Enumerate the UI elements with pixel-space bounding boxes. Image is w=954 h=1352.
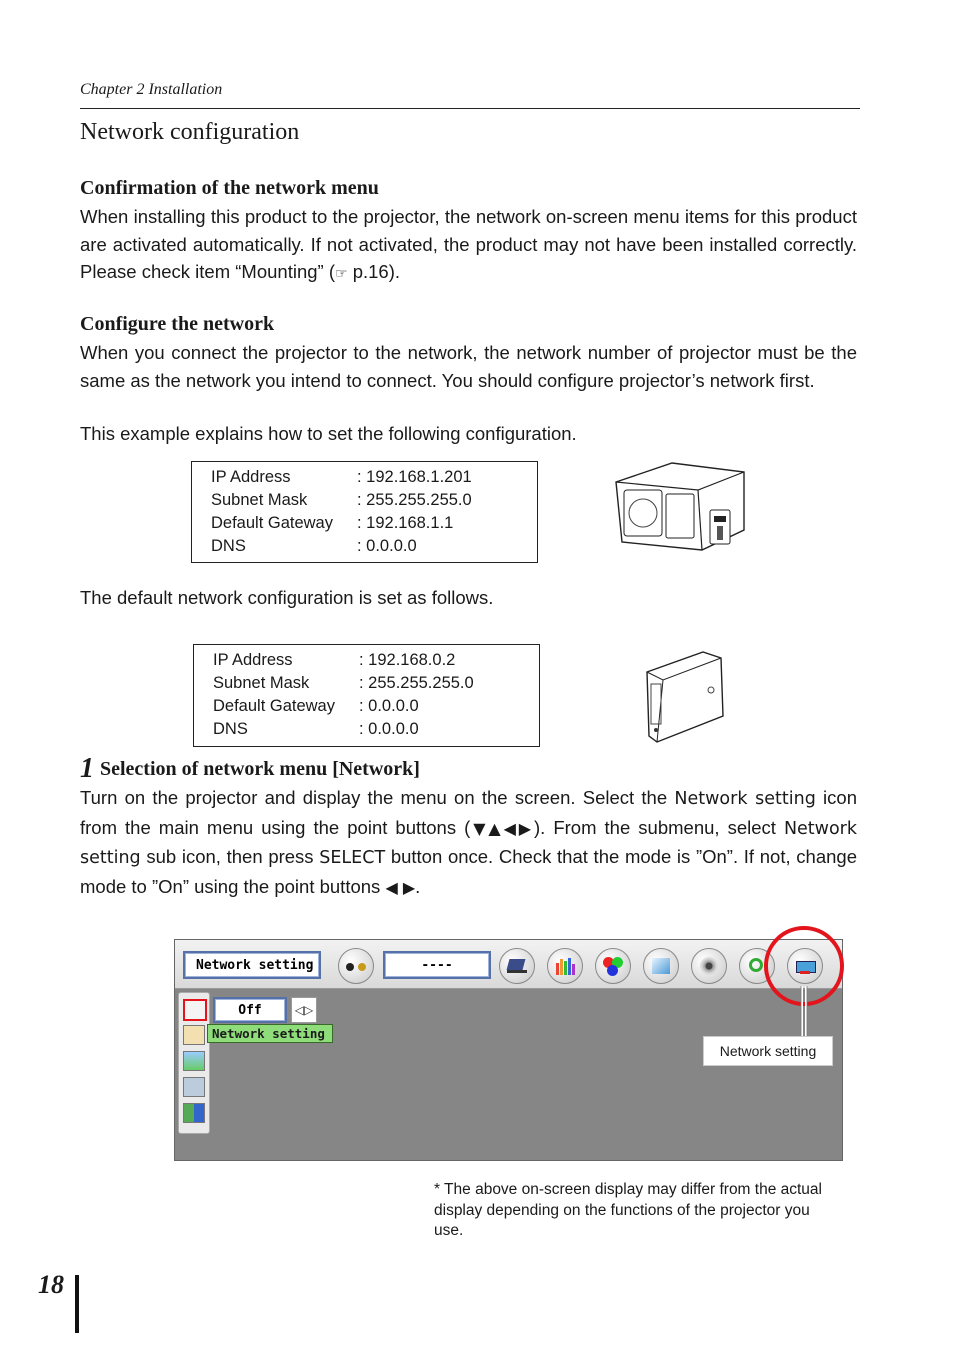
large-projector-illustration — [612, 460, 748, 552]
confirm-heading: Confirmation of the network menu — [80, 177, 379, 199]
config-row: Default Gateway : 0.0.0.0 — [213, 697, 419, 715]
step-title: Selection of network menu [Network] — [100, 758, 420, 780]
config-row: DNS : 0.0.0.0 — [213, 720, 419, 738]
input-icon[interactable] — [338, 948, 374, 984]
config-row: Subnet Mask : 255.255.255.0 — [213, 674, 474, 692]
bar-graph-icon[interactable] — [547, 948, 583, 984]
default-intro: The default network configuration is set as follows. — [80, 587, 494, 608]
person-icon[interactable] — [183, 1025, 205, 1045]
sub-item-label: Network setting — [207, 1024, 333, 1043]
color-icon[interactable] — [595, 948, 631, 984]
osd-input-display: ---- — [383, 951, 491, 979]
pointing-hand-icon: ☞ — [335, 265, 348, 281]
page-bar — [75, 1275, 79, 1333]
configure-heading: Configure the network — [80, 313, 275, 335]
config-row: IP Address : 192.168.1.201 — [211, 468, 472, 486]
chapter-header: Chapter 2 Installation — [80, 81, 223, 98]
image-icon[interactable] — [183, 1051, 205, 1071]
osd-submenu-sidebar — [178, 992, 210, 1134]
config-row: Subnet Mask : 255.255.255.0 — [211, 491, 472, 509]
left-right-toggle-icon[interactable]: ◁▷ — [291, 997, 317, 1023]
callout-label: Network setting — [703, 1036, 833, 1066]
left-right-arrows-icon: ◀ ▶ — [385, 877, 416, 897]
osd-menu-bar — [175, 940, 843, 989]
display-note: * The above on-screen display may differ from the actual display depending on the functions of the projector you use. — [434, 1181, 822, 1239]
laptop-icon[interactable] — [499, 948, 535, 984]
arrow-buttons-icon: ▼▲◀▶ — [470, 818, 534, 838]
confirm-paragraph: When installing this product to the projector, the network on-screen menu items for this product are activated automatically. If not activated, the product may not have been installed correctly. Please check item “Mounting” (☞ p.16). — [80, 206, 857, 282]
config-row: DNS : 0.0.0.0 — [211, 537, 417, 555]
header-rule — [80, 108, 860, 109]
config-row: Default Gateway : 192.168.1.1 — [211, 514, 454, 532]
example-intro: This example explains how to set the following configuration. — [80, 423, 577, 444]
osd-menu-label[interactable]: Network setting — [183, 951, 321, 979]
mode-value[interactable]: Off — [213, 997, 287, 1023]
default-config-box — [193, 644, 540, 747]
section-title: Network configuration — [80, 119, 300, 145]
step-number: 1 — [80, 753, 94, 784]
computer-icon[interactable] — [183, 1077, 205, 1097]
step-paragraph: Turn on the projector and display the menu on the screen. Select the Network setting icon from the main menu using the point buttons (▼▲◀▶). From the submenu, select Network setting sub icon, then press SELECT button once. Check that the mode is ”On”. If not, change mode to ”On” using the point buttons ◀ ▶. — [80, 787, 858, 897]
network-setting-sub-icon[interactable] — [183, 999, 207, 1021]
configure-paragraph: When you connect the projector to the network, the network number of projector must be the same as the network you intend to connect. You should configure projector’s network first. — [80, 342, 857, 391]
config-row: IP Address : 192.168.0.2 — [213, 651, 456, 669]
speaker-icon[interactable] — [691, 948, 727, 984]
page-number: 18 — [38, 1270, 64, 1299]
screen-icon[interactable] — [643, 948, 679, 984]
highlight-callout-lines — [760, 924, 850, 1038]
exit-icon[interactable] — [183, 1103, 205, 1123]
small-projector-illustration — [643, 650, 725, 744]
example-config-box — [191, 461, 538, 563]
